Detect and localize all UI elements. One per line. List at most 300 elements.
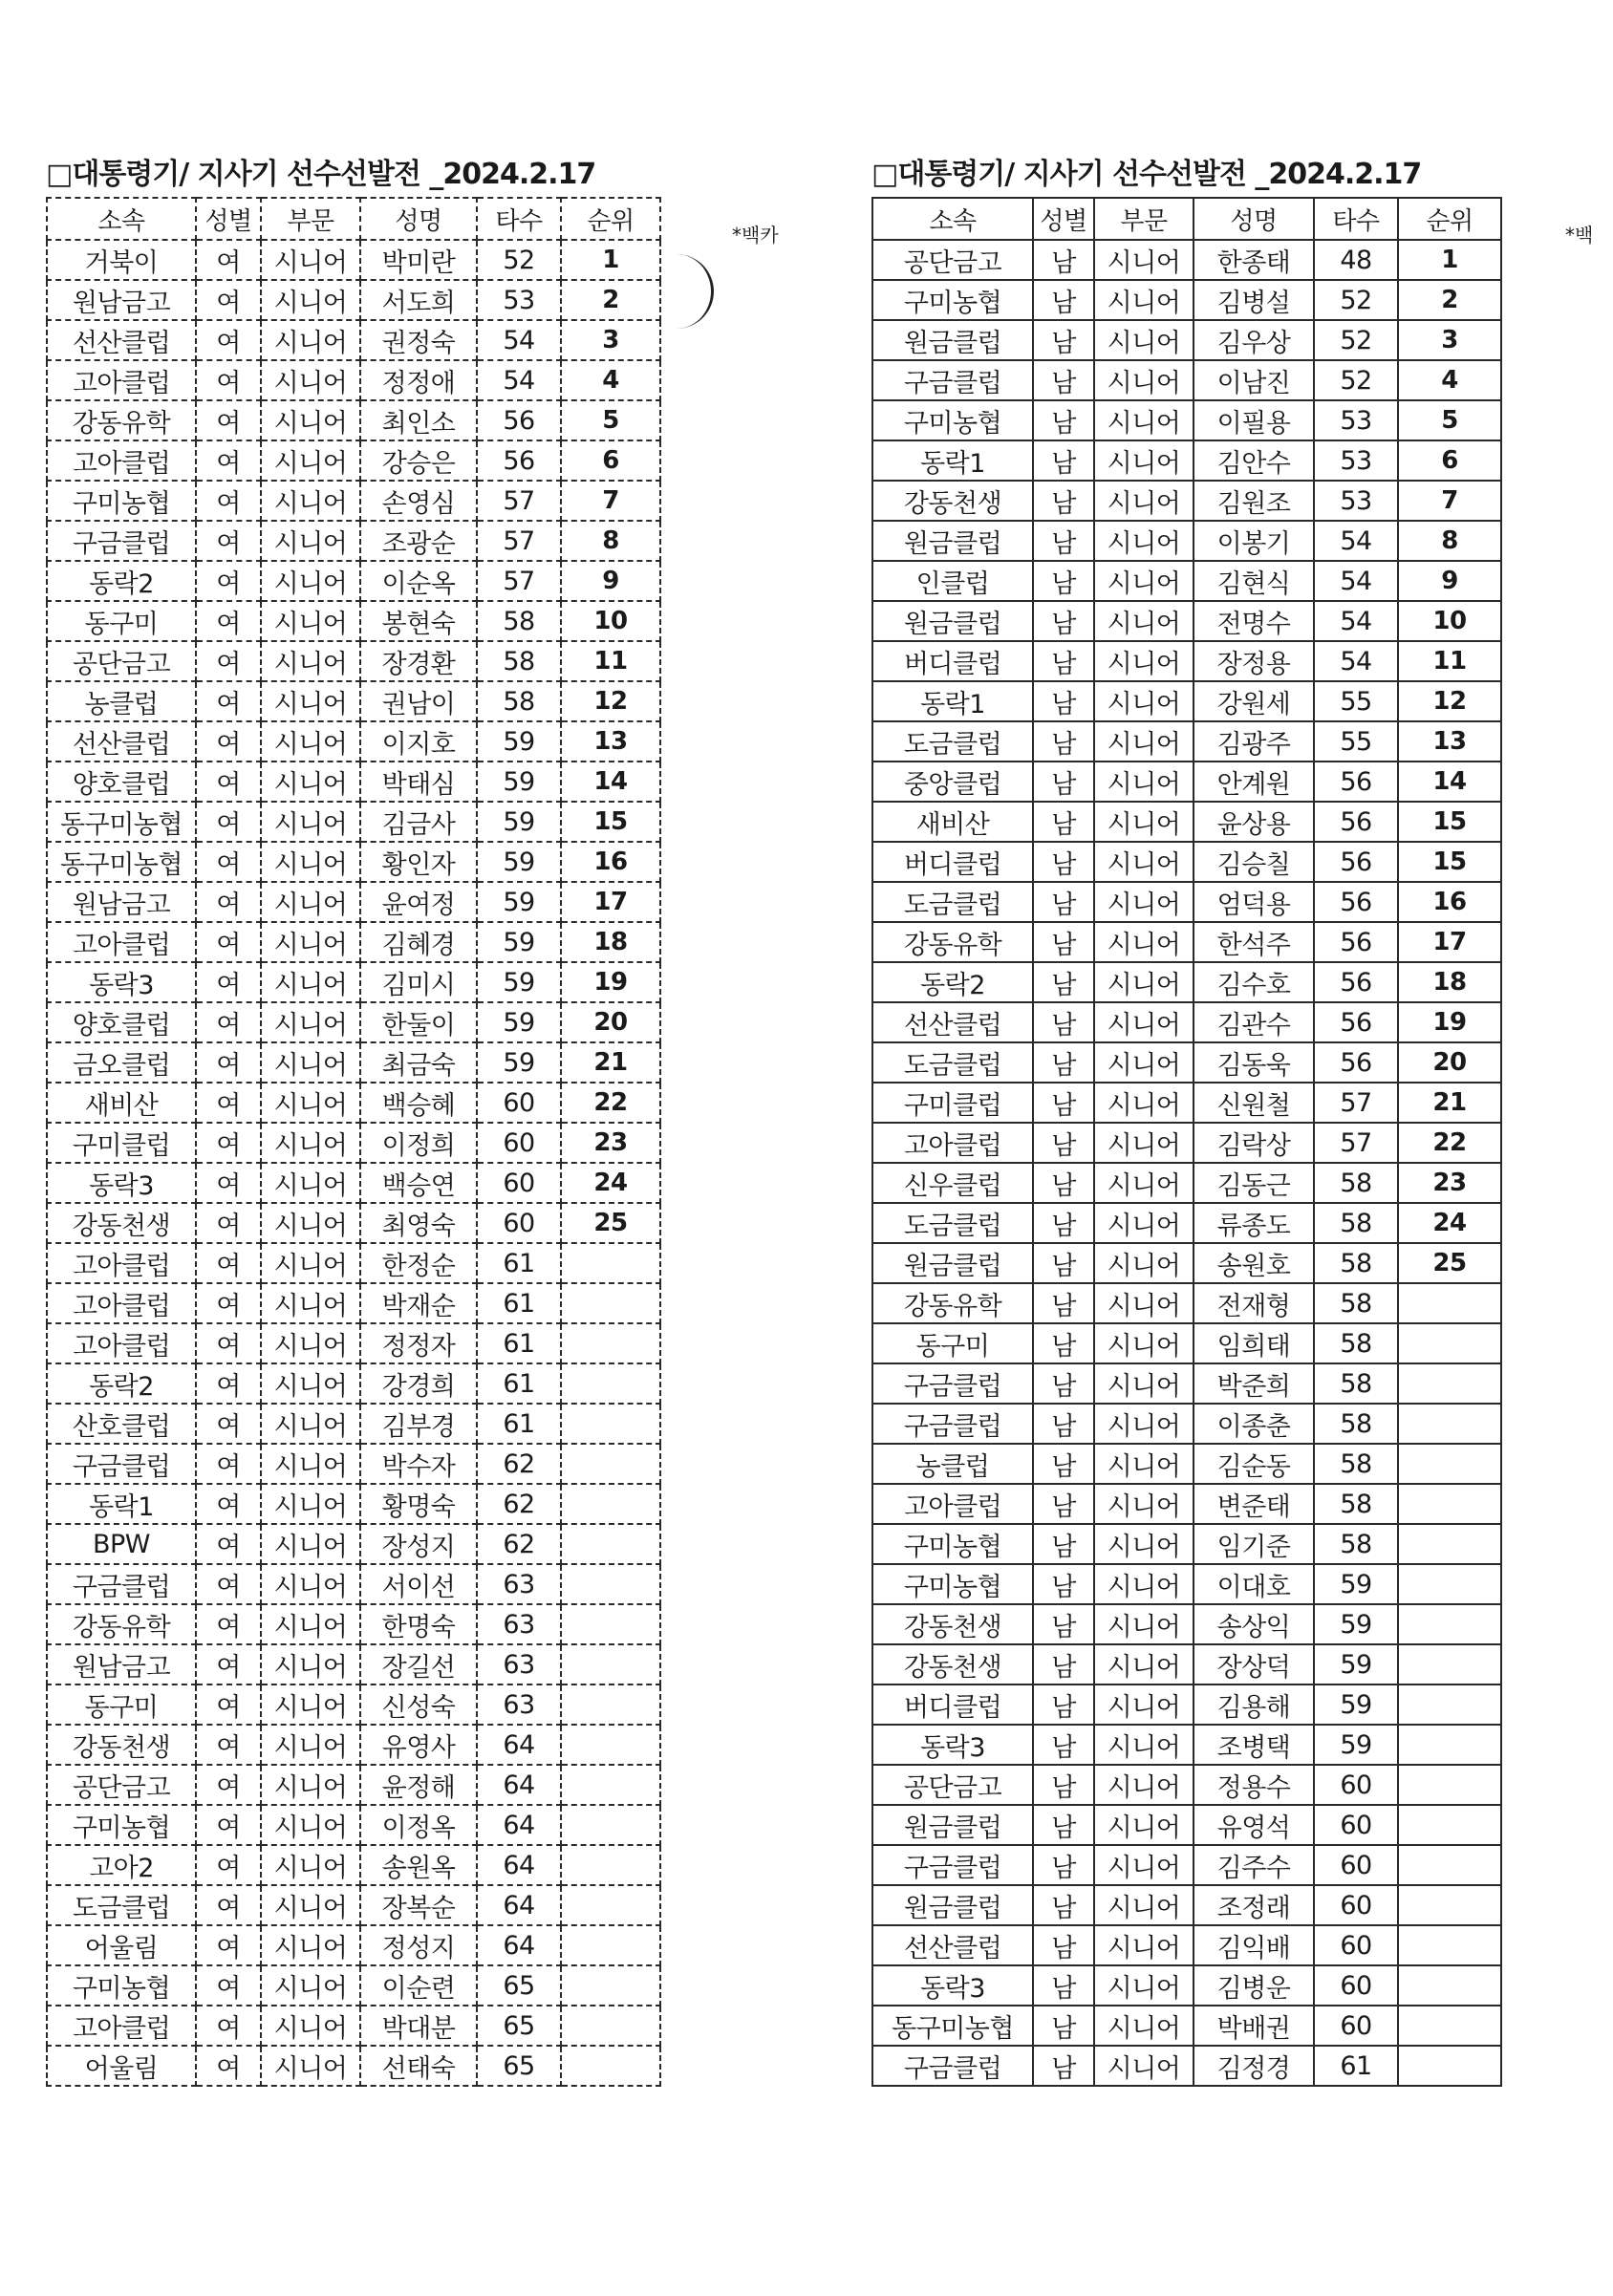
- cell-rank: 11: [1398, 641, 1501, 681]
- cell-score: 55: [1314, 681, 1398, 721]
- cell-division: 시니어: [1094, 1725, 1194, 1765]
- table-row: [872, 2006, 1501, 2046]
- cell-name: 김부경: [360, 1404, 477, 1444]
- cell-name: 김익배: [1194, 1925, 1314, 1965]
- cell-name: 김동근: [1194, 1163, 1314, 1203]
- cell-name: 이봉기: [1194, 521, 1314, 561]
- cell-sex: 여: [196, 481, 261, 521]
- table-row: [47, 1042, 660, 1083]
- cell-name: 한종태: [1194, 240, 1314, 280]
- cell-rank: 17: [1398, 922, 1501, 962]
- right-panel: [871, 153, 1502, 2087]
- table-row: [47, 1805, 660, 1845]
- cell-club: 강동유학: [47, 400, 196, 440]
- header-club: 소속: [47, 198, 196, 240]
- cell-name: 이정희: [360, 1123, 477, 1163]
- cell-club: 동락2: [872, 962, 1033, 1002]
- table-row: [47, 1524, 660, 1564]
- cell-name: 류종도: [1194, 1203, 1314, 1243]
- header-score: 타수: [1314, 198, 1398, 240]
- cell-name: 정정자: [360, 1323, 477, 1363]
- table-row: [872, 1323, 1501, 1363]
- table-row: [47, 1765, 660, 1805]
- right-title: □대통령기/ 지사기 선수선발전 _2024.2.17: [871, 158, 1422, 191]
- cell-score: 60: [1314, 1965, 1398, 2006]
- cell-sex: 남: [1033, 440, 1094, 481]
- cell-club: 동락3: [47, 962, 196, 1002]
- cell-name: 장정용: [1194, 641, 1314, 681]
- cell-rank: 20: [561, 1002, 660, 1042]
- cell-club: 구미농협: [872, 1564, 1033, 1604]
- table-row: [872, 521, 1501, 561]
- cell-division: 시니어: [261, 1083, 360, 1123]
- cell-score: 54: [1314, 561, 1398, 601]
- cell-score: 57: [477, 521, 561, 561]
- cell-score: 54: [1314, 521, 1398, 561]
- cell-club: 버디클럽: [872, 842, 1033, 882]
- cell-score: 60: [1314, 1925, 1398, 1965]
- bracket-mark: [677, 254, 714, 329]
- cell-division: 시니어: [261, 802, 360, 842]
- cell-division: 시니어: [261, 1765, 360, 1805]
- cell-club: 동락3: [872, 1725, 1033, 1765]
- cell-sex: 남: [1033, 1684, 1094, 1725]
- cell-name: 송원옥: [360, 1845, 477, 1885]
- cell-name: 송원호: [1194, 1243, 1314, 1283]
- cell-division: 시니어: [261, 1283, 360, 1323]
- cell-sex: 여: [196, 842, 261, 882]
- cell-club: 구금클럽: [872, 1363, 1033, 1404]
- cell-division: 시니어: [261, 922, 360, 962]
- cell-rank: 3: [561, 320, 660, 360]
- cell-division: 시니어: [261, 1484, 360, 1524]
- cell-division: 시니어: [261, 481, 360, 521]
- cell-score: 52: [1314, 280, 1398, 320]
- cell-division: 시니어: [1094, 2046, 1194, 2086]
- cell-club: 선산클럽: [47, 320, 196, 360]
- cell-sex: 여: [196, 1323, 261, 1363]
- cell-name: 장길선: [360, 1644, 477, 1684]
- cell-club: 구미농협: [872, 1524, 1033, 1564]
- cell-score: 62: [477, 1484, 561, 1524]
- cell-club: 동락1: [47, 1484, 196, 1524]
- cell-name: 송상익: [1194, 1604, 1314, 1644]
- cell-score: 56: [477, 440, 561, 481]
- cell-score: 60: [1314, 1885, 1398, 1925]
- cell-sex: 남: [1033, 882, 1094, 922]
- cell-name: 유영석: [1194, 1805, 1314, 1845]
- table-row: [872, 1404, 1501, 1444]
- cell-club: 구미클럽: [872, 1083, 1033, 1123]
- table-row: [47, 1163, 660, 1203]
- cell-sex: 여: [196, 1404, 261, 1444]
- header-club: 소속: [872, 198, 1033, 240]
- cell-club: 고아클럽: [47, 2006, 196, 2046]
- cell-name: 김용해: [1194, 1684, 1314, 1725]
- cell-score: 59: [1314, 1684, 1398, 1725]
- cell-name: 정정애: [360, 360, 477, 400]
- cell-score: 61: [477, 1404, 561, 1444]
- cell-rank: 18: [561, 922, 660, 962]
- cell-name: 박대분: [360, 2006, 477, 2046]
- cell-score: 54: [477, 360, 561, 400]
- cell-sex: 여: [196, 1564, 261, 1604]
- cell-rank: [561, 1644, 660, 1684]
- table-row: [872, 601, 1501, 641]
- cell-sex: 여: [196, 400, 261, 440]
- header-sex: 성별: [1033, 198, 1094, 240]
- cell-division: 시니어: [1094, 842, 1194, 882]
- cell-score: 59: [477, 802, 561, 842]
- cell-division: 시니어: [261, 1845, 360, 1885]
- cell-sex: 여: [196, 1845, 261, 1885]
- cell-rank: 5: [561, 400, 660, 440]
- cell-name: 이남진: [1194, 360, 1314, 400]
- cell-division: 시니어: [1094, 280, 1194, 320]
- cell-club: 농클럽: [47, 681, 196, 721]
- cell-division: 시니어: [1094, 320, 1194, 360]
- cell-rank: [1398, 2006, 1501, 2046]
- cell-rank: 8: [1398, 521, 1501, 561]
- cell-division: 시니어: [261, 1564, 360, 1604]
- cell-division: 시니어: [261, 1725, 360, 1765]
- cell-score: 54: [477, 320, 561, 360]
- left-header-row: [47, 198, 660, 240]
- cell-club: 동구미농협: [872, 2006, 1033, 2046]
- table-row: [872, 1163, 1501, 1203]
- table-row: [872, 922, 1501, 962]
- cell-division: 시니어: [1094, 2006, 1194, 2046]
- cell-score: 63: [477, 1564, 561, 1604]
- cell-sex: 여: [196, 962, 261, 1002]
- cell-club: 공단금고: [47, 641, 196, 681]
- cell-division: 시니어: [261, 681, 360, 721]
- cell-name: 김관수: [1194, 1002, 1314, 1042]
- cell-rank: 17: [561, 882, 660, 922]
- cell-name: 전재형: [1194, 1283, 1314, 1323]
- cell-division: 시니어: [261, 280, 360, 320]
- cell-score: 58: [477, 641, 561, 681]
- cell-division: 시니어: [261, 1123, 360, 1163]
- cell-name: 김광주: [1194, 721, 1314, 762]
- cell-score: 61: [477, 1243, 561, 1283]
- cell-score: 59: [477, 1042, 561, 1083]
- table-row: [47, 400, 660, 440]
- cell-rank: 20: [1398, 1042, 1501, 1083]
- cell-rank: [561, 1564, 660, 1604]
- cell-division: 시니어: [1094, 641, 1194, 681]
- cell-sex: 남: [1033, 1965, 1094, 2006]
- cell-club: 원남금고: [47, 1644, 196, 1684]
- cell-club: 선산클럽: [872, 1925, 1033, 1965]
- cell-division: 시니어: [261, 1885, 360, 1925]
- cell-sex: 여: [196, 1163, 261, 1203]
- cell-division: 시니어: [1094, 1123, 1194, 1163]
- cell-club: 도금클럽: [47, 1885, 196, 1925]
- cell-rank: 15: [1398, 802, 1501, 842]
- cell-sex: 여: [196, 721, 261, 762]
- cell-rank: 23: [1398, 1163, 1501, 1203]
- cell-division: 시니어: [1094, 400, 1194, 440]
- cell-division: 시니어: [261, 1444, 360, 1484]
- table-row: [47, 1444, 660, 1484]
- cell-sex: 여: [196, 1925, 261, 1965]
- cell-sex: 여: [196, 922, 261, 962]
- cell-score: 64: [477, 1925, 561, 1965]
- cell-name: 강승은: [360, 440, 477, 481]
- cell-club: 고아클럽: [47, 1243, 196, 1283]
- cell-rank: 14: [1398, 762, 1501, 802]
- cell-score: 58: [1314, 1404, 1398, 1444]
- cell-name: 김주수: [1194, 1845, 1314, 1885]
- cell-division: 시니어: [261, 1323, 360, 1363]
- cell-score: 58: [477, 601, 561, 641]
- cell-rank: [561, 1404, 660, 1444]
- cell-rank: 9: [561, 561, 660, 601]
- cell-sex: 여: [196, 1123, 261, 1163]
- cell-division: 시니어: [261, 762, 360, 802]
- cell-club: 원남금고: [47, 882, 196, 922]
- cell-rank: [1398, 1644, 1501, 1684]
- cell-club: 동구미: [872, 1323, 1033, 1363]
- cell-sex: 남: [1033, 2046, 1094, 2086]
- cell-name: 장상덕: [1194, 1644, 1314, 1684]
- cell-name: 백승혜: [360, 1083, 477, 1123]
- cell-score: 53: [1314, 481, 1398, 521]
- cell-score: 60: [1314, 1805, 1398, 1845]
- table-row: [872, 1965, 1501, 2006]
- table-row: [47, 481, 660, 521]
- cell-name: 황명숙: [360, 1484, 477, 1524]
- left-side-note: *백카: [732, 224, 779, 247]
- table-row: [872, 360, 1501, 400]
- cell-sex: 남: [1033, 1524, 1094, 1564]
- cell-sex: 여: [196, 1363, 261, 1404]
- cell-score: 60: [1314, 1845, 1398, 1885]
- cell-division: 시니어: [1094, 1965, 1194, 2006]
- cell-score: 58: [1314, 1444, 1398, 1484]
- cell-score: 60: [477, 1163, 561, 1203]
- cell-sex: 남: [1033, 1363, 1094, 1404]
- cell-rank: 5: [1398, 400, 1501, 440]
- cell-score: 58: [1314, 1484, 1398, 1524]
- table-row: [47, 1684, 660, 1725]
- cell-sex: 여: [196, 360, 261, 400]
- cell-sex: 여: [196, 1644, 261, 1684]
- cell-division: 시니어: [1094, 240, 1194, 280]
- cell-rank: [561, 1885, 660, 1925]
- cell-score: 59: [1314, 1644, 1398, 1684]
- cell-rank: 1: [561, 240, 660, 280]
- cell-sex: 여: [196, 1002, 261, 1042]
- table-row: [872, 1083, 1501, 1123]
- cell-name: 정성지: [360, 1925, 477, 1965]
- cell-score: 63: [477, 1644, 561, 1684]
- cell-rank: 10: [561, 601, 660, 641]
- cell-sex: 여: [196, 521, 261, 561]
- cell-name: 김안수: [1194, 440, 1314, 481]
- cell-division: 시니어: [1094, 1484, 1194, 1524]
- table-row: [872, 1644, 1501, 1684]
- cell-club: 구금클럽: [47, 1444, 196, 1484]
- cell-division: 시니어: [1094, 922, 1194, 962]
- cell-rank: 7: [561, 481, 660, 521]
- cell-division: 시니어: [1094, 681, 1194, 721]
- cell-name: 변준태: [1194, 1484, 1314, 1524]
- cell-rank: 15: [561, 802, 660, 842]
- table-row: [47, 681, 660, 721]
- cell-name: 이정옥: [360, 1805, 477, 1845]
- cell-sex: 남: [1033, 521, 1094, 561]
- cell-score: 59: [477, 882, 561, 922]
- cell-rank: 2: [1398, 280, 1501, 320]
- cell-club: 구미클럽: [47, 1123, 196, 1163]
- cell-rank: 3: [1398, 320, 1501, 360]
- cell-division: 시니어: [261, 962, 360, 1002]
- cell-rank: [561, 1604, 660, 1644]
- header-rank: 순위: [1398, 198, 1501, 240]
- table-row: [47, 280, 660, 320]
- cell-score: 57: [1314, 1123, 1398, 1163]
- table-row: [872, 1765, 1501, 1805]
- cell-name: 김미시: [360, 962, 477, 1002]
- cell-club: 동락2: [47, 1363, 196, 1404]
- cell-name: 임기준: [1194, 1524, 1314, 1564]
- table-row: [872, 240, 1501, 280]
- cell-sex: 여: [196, 320, 261, 360]
- cell-score: 56: [1314, 922, 1398, 962]
- cell-club: 동락2: [47, 561, 196, 601]
- cell-division: 시니어: [261, 842, 360, 882]
- cell-division: 시니어: [1094, 1885, 1194, 1925]
- cell-sex: 남: [1033, 2006, 1094, 2046]
- cell-rank: 24: [561, 1163, 660, 1203]
- cell-club: 거북이: [47, 240, 196, 280]
- table-row: [47, 842, 660, 882]
- cell-rank: [561, 1524, 660, 1564]
- cell-rank: 8: [561, 521, 660, 561]
- table-row: [47, 1885, 660, 1925]
- cell-club: 선산클럽: [47, 721, 196, 762]
- cell-name: 전명수: [1194, 601, 1314, 641]
- cell-club: 구미농협: [47, 1805, 196, 1845]
- cell-score: 53: [477, 280, 561, 320]
- cell-club: 도금클럽: [872, 721, 1033, 762]
- table-row: [872, 1484, 1501, 1524]
- cell-division: 시니어: [1094, 1925, 1194, 1965]
- table-row: [47, 1283, 660, 1323]
- cell-sex: 남: [1033, 320, 1094, 360]
- cell-rank: [1398, 1404, 1501, 1444]
- cell-sex: 여: [196, 1524, 261, 1564]
- table-row: [872, 440, 1501, 481]
- cell-sex: 남: [1033, 1163, 1094, 1203]
- cell-name: 황인자: [360, 842, 477, 882]
- cell-rank: [1398, 1725, 1501, 1765]
- cell-score: 59: [477, 922, 561, 962]
- cell-division: 시니어: [261, 2046, 360, 2086]
- cell-name: 박수자: [360, 1444, 477, 1484]
- cell-club: 고아클럽: [872, 1484, 1033, 1524]
- cell-name: 강경희: [360, 1363, 477, 1404]
- cell-sex: 여: [196, 2046, 261, 2086]
- cell-name: 한정순: [360, 1243, 477, 1283]
- cell-sex: 여: [196, 882, 261, 922]
- cell-score: 58: [1314, 1363, 1398, 1404]
- cell-division: 시니어: [1094, 1765, 1194, 1805]
- cell-score: 57: [477, 561, 561, 601]
- cell-name: 이순련: [360, 1965, 477, 2006]
- table-row: [47, 1243, 660, 1283]
- table-row: [47, 320, 660, 360]
- cell-division: 시니어: [1094, 1644, 1194, 1684]
- table-row: [872, 1123, 1501, 1163]
- cell-score: 56: [1314, 1042, 1398, 1083]
- cell-rank: [1398, 1524, 1501, 1564]
- cell-name: 김우상: [1194, 320, 1314, 360]
- cell-division: 시니어: [1094, 1283, 1194, 1323]
- table-row: [872, 1203, 1501, 1243]
- cell-name: 한석주: [1194, 922, 1314, 962]
- cell-sex: 남: [1033, 1644, 1094, 1684]
- table-row: [872, 1684, 1501, 1725]
- cell-sex: 여: [196, 1765, 261, 1805]
- table-row: [47, 1604, 660, 1644]
- cell-score: 60: [1314, 2006, 1398, 2046]
- table-row: [47, 440, 660, 481]
- cell-sex: 여: [196, 1725, 261, 1765]
- cell-club: 인클럽: [872, 561, 1033, 601]
- cell-division: 시니어: [261, 400, 360, 440]
- cell-sex: 여: [196, 1604, 261, 1644]
- cell-division: 시니어: [261, 601, 360, 641]
- table-row: [872, 1042, 1501, 1083]
- cell-name: 박배권: [1194, 2006, 1314, 2046]
- cell-sex: 여: [196, 240, 261, 280]
- cell-division: 시니어: [261, 1203, 360, 1243]
- cell-sex: 여: [196, 440, 261, 481]
- cell-name: 윤정해: [360, 1765, 477, 1805]
- cell-sex: 남: [1033, 1404, 1094, 1444]
- cell-division: 시니어: [261, 1684, 360, 1725]
- table-row: [47, 1002, 660, 1042]
- cell-rank: [1398, 1925, 1501, 1965]
- cell-club: 동락1: [872, 681, 1033, 721]
- cell-sex: 여: [196, 1444, 261, 1484]
- cell-rank: [561, 1925, 660, 1965]
- cell-score: 65: [477, 2046, 561, 2086]
- table-row: [872, 842, 1501, 882]
- cell-name: 유영사: [360, 1725, 477, 1765]
- cell-division: 시니어: [1094, 1243, 1194, 1283]
- cell-club: 신우클럽: [872, 1163, 1033, 1203]
- cell-club: 고아클럽: [47, 440, 196, 481]
- cell-club: 버디클럽: [872, 1684, 1033, 1725]
- cell-club: 강동천생: [47, 1725, 196, 1765]
- cell-club: 도금클럽: [872, 1203, 1033, 1243]
- cell-sex: 남: [1033, 1444, 1094, 1484]
- cell-sex: 여: [196, 601, 261, 641]
- cell-sex: 남: [1033, 481, 1094, 521]
- cell-sex: 여: [196, 762, 261, 802]
- cell-club: 동구미농협: [47, 842, 196, 882]
- cell-sex: 여: [196, 561, 261, 601]
- cell-club: 원금클럽: [872, 320, 1033, 360]
- cell-score: 58: [477, 681, 561, 721]
- cell-rank: 21: [1398, 1083, 1501, 1123]
- table-row: [47, 360, 660, 400]
- cell-score: 56: [1314, 802, 1398, 842]
